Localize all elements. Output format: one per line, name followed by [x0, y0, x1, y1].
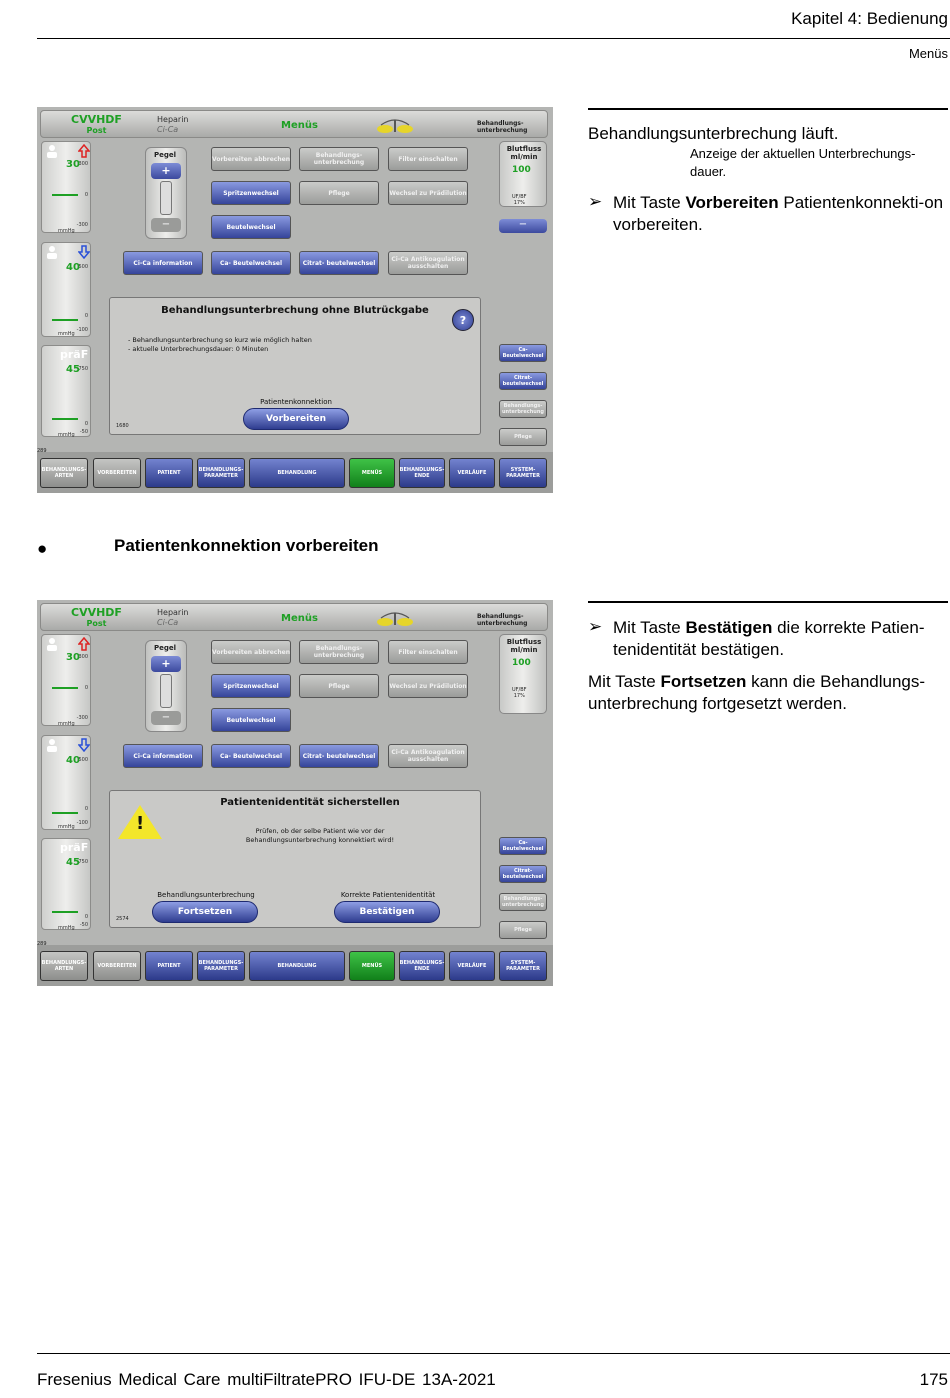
treatment-interruption-button[interactable]: Behandlungs- unterbrechung — [299, 640, 379, 664]
filter-on-button[interactable]: Filter einschalten — [388, 147, 468, 171]
screen-status-bar — [40, 110, 548, 138]
anticoagulation-info: Heparin Ci-Ca — [157, 115, 189, 134]
level-up-button[interactable]: + — [151, 656, 181, 672]
chapter-header: Kapitel 4: Bedienung — [791, 9, 948, 28]
dialog-line-1: Prüfen, ob der selbe Patient wie vor der — [255, 827, 385, 835]
syringe-change-button[interactable]: Spritzenwechsel — [211, 674, 291, 698]
nav-treatment-end[interactable]: BEHANDLUNGS- ENDE — [399, 951, 445, 981]
dialog-title: Behandlungsunterbrechung ohne Blutrückgabe — [161, 305, 429, 316]
dialog-title: Patientenidentität sicherstellen — [220, 797, 400, 808]
cica-information-button[interactable]: Ci-Ca information — [123, 744, 203, 768]
side-care-button[interactable]: Pflege — [499, 428, 547, 446]
nav-patient[interactable]: PATIENT — [145, 951, 193, 981]
nav-system-parameters[interactable]: SYSTEM- PARAMETER — [499, 458, 547, 488]
calcium-bag-change-button[interactable]: Ca- Beutelwechsel — [211, 744, 291, 768]
nav-menus[interactable]: MENÜS — [349, 951, 395, 981]
status-heading: Behandlungsunterbrechung läuft. — [588, 124, 839, 143]
device-screen-1: CVVHDF Post Heparin Ci-Ca Menüs Behandlungs- unterbrechung 30 300 0 -300 mmHg 40 500 0 -100 mmHg präF 45 750 0 -50 mmHg Pegel + − Vorbereiten abbrechen Behandlungs- unterbrechung Filter einschalten Spritzenwechsel Pflege Wechsel zu Prädilution Beutelwechsel Ci-Ca information Ca- Beutelwechsel Citrat- beutelwechsel Ci-Ca Antikoagulation ausschalten Blutfluss ml/min 100 UF/BF 17% − Ca- Beutelwechsel Citrat- beutelwechsel Behandlungs- unterbrechung Pflege Behandlungsunterbrechung ohne Blutrückgabe ? - Behandlungsunterbrechung so kurz wie möglich halten - aktuelle Unterbrechungsdauer: 0 Minuten Patientenkonnektion Vorbereiten 1680 289 BEHANDLUNGS- ARTEN VORBEREITEN PATIENT BEHANDLUNGS- PARAMETER BEHANDLUNG MENÜS BEHANDLUNGS- ENDE VERLÄUFE SYSTEM- PARAMETER — [37, 107, 553, 493]
level-up-button[interactable]: + — [151, 163, 181, 179]
side-treatment-interruption-button[interactable]: Behandlungs- unterbrechung — [499, 893, 547, 911]
nav-menus[interactable]: MENÜS — [349, 458, 395, 488]
prepare-button[interactable]: Vorbereiten — [243, 408, 349, 430]
switch-to-predilution-button[interactable]: Wechsel zu Prädilution — [388, 181, 468, 205]
nav-prepare[interactable]: VORBEREITEN — [93, 951, 141, 981]
header-rule — [37, 38, 950, 39]
arrow-up-red-icon — [78, 144, 90, 158]
instruction-prepare: Mit Taste Vorbereiten Patientenkonnekti-on vorbereiten. — [613, 193, 944, 234]
interruption-dialog: Behandlungsunterbrechung ohne Blutrückgabe ? - Behandlungsunterbrechung so kurz wie möglich halten - aktuelle Unterbrechungsdauer: 0 Minuten Patientenkonnektion Vorbereiten 1680 — [109, 297, 481, 435]
arrow-down-blue-icon — [78, 738, 90, 752]
cancel-preparation-button[interactable]: Vorbereiten abbrechen — [211, 147, 291, 171]
continue-label: Behandlungsunterbrechung — [157, 891, 255, 899]
arterial-pressure-gauge[interactable]: 30 300 0 -300 mmHg — [41, 141, 91, 233]
bag-change-button[interactable]: Beutelwechsel — [211, 708, 291, 732]
footer-rule — [37, 1353, 950, 1354]
status-description: Anzeige der aktuellen Unterbrechungs-dauer. — [690, 146, 916, 179]
nav-treatment[interactable]: BEHANDLUNG — [249, 951, 345, 981]
status-indicator: Behandlungs- unterbrechung — [477, 120, 528, 134]
status-indicator: Behandlungs- unterbrechung — [477, 613, 528, 627]
patient-icon — [45, 245, 59, 259]
device-screen-2: CVVHDF Post Heparin Ci-Ca Menüs Behandlungs- unterbrechung 30 300 0 -300 mmHg 40 500 0 -100 mmHg präF 45 750 0 -50 mmHg Pegel + − Vorbereiten abbrechen Behandlungs- unterbrechung Filter einschalten Spritzenwechsel Pflege Wechsel zu Prädilution Beutelwechsel Ci-Ca information Ca- Beutelwechsel Citrat- beutelwechsel Ci-Ca Antikoagulation ausschalten Blutfluss ml/min 100 UF/BF 17% Ca- Beutelwechsel Citrat- beutelwechsel Behandlungs- unterbrechung Pflege ! Patientenidentität sicherstellen Prüfen, ob der selbe Patient wie vor der Behandlungsunterbrechung konnektiert wird! Behandlungsunterbrechung Fortsetzen Korrekte Patientenidentität Bestätigen 2574 289 BEHANDLUNGS- ARTEN VORBEREITEN PATIENT BEHANDLUNGS- PARAMETER BEHANDLUNG MENÜS BEHANDLUNGS- ENDE VERLÄUFE SYSTEM- PARAMETER — [37, 600, 553, 986]
screen-status-bar — [40, 603, 548, 631]
blood-flow-panel[interactable]: Blutfluss ml/min 100 UF/BF 17% — [499, 141, 547, 207]
venous-pressure-gauge[interactable]: 40 500 0 -100 mmHg — [41, 735, 91, 830]
nav-history[interactable]: VERLÄUFE — [449, 951, 495, 981]
instruction-arrow-icon: ➢ — [588, 192, 603, 211]
arterial-pressure-gauge[interactable]: 30 300 0 -300 mmHg — [41, 634, 91, 726]
side-calcium-bag-change-button[interactable]: Ca- Beutelwechsel — [499, 837, 547, 855]
instruction-arrow-icon: ➢ — [588, 617, 603, 636]
switch-to-predilution-button[interactable]: Wechsel zu Prädilution — [388, 674, 468, 698]
side-citrate-bag-change-button[interactable]: Citrat- beutelwechsel — [499, 372, 547, 390]
filter-on-button[interactable]: Filter einschalten — [388, 640, 468, 664]
balance-icon — [375, 610, 415, 628]
nav-prepare[interactable]: VORBEREITEN — [93, 458, 141, 488]
cica-anticoagulation-off-button[interactable]: Ci-Ca Antikoagulation ausschalten — [388, 251, 468, 275]
confirm-button[interactable]: Bestätigen — [334, 901, 440, 923]
citrate-bag-change-button[interactable]: Citrat- beutelwechsel — [299, 251, 379, 275]
help-button[interactable]: ? — [452, 309, 474, 331]
side-citrate-bag-change-button[interactable]: Citrat- beutelwechsel — [499, 865, 547, 883]
blood-flow-panel[interactable]: Blutfluss ml/min 100 UF/BF 17% — [499, 634, 547, 714]
page-number: 175 — [919, 1370, 948, 1389]
procedure-heading: Patientenkonnektion vorbereiten — [114, 536, 379, 555]
citrate-bag-change-button[interactable]: Citrat- beutelwechsel — [299, 744, 379, 768]
syringe-change-button[interactable]: Spritzenwechsel — [211, 181, 291, 205]
patient-identity-dialog: ! Patientenidentität sicherstellen Prüfen, ob der selbe Patient wie vor der Behandlungsunterbrechung konnektiert wird! Behandlungsunterbrechung Fortsetzen Korrekte Patientenidentität Bestätigen 2574 — [109, 790, 481, 928]
nav-treatment-parameters[interactable]: BEHANDLUNGS- PARAMETER — [197, 951, 245, 981]
arrow-down-blue-icon — [78, 245, 90, 259]
calcium-bag-change-button[interactable]: Ca- Beutelwechsel — [211, 251, 291, 275]
prefilter-pressure-gauge[interactable]: präF 45 750 0 -50 mmHg — [41, 838, 91, 930]
side-treatment-interruption-button[interactable]: Behandlungs- unterbrechung — [499, 400, 547, 418]
side-care-button[interactable]: Pflege — [499, 921, 547, 939]
patient-icon — [45, 738, 59, 752]
level-down-button[interactable]: − — [151, 218, 181, 232]
treatment-interruption-button[interactable]: Behandlungs- unterbrechung — [299, 147, 379, 171]
cancel-preparation-button[interactable]: Vorbereiten abbrechen — [211, 640, 291, 664]
dialog-line-2: Behandlungsunterbrechung konnektiert wird! — [245, 836, 395, 844]
section-header: Menüs — [908, 46, 948, 61]
level-control: Pegel + − — [145, 147, 187, 239]
care-button[interactable]: Pflege — [299, 674, 379, 698]
prefilter-pressure-gauge[interactable]: präF 45 750 0 -50 mmHg — [41, 345, 91, 437]
cica-information-button[interactable]: Ci-Ca information — [123, 251, 203, 275]
nav-patient[interactable]: PATIENT — [145, 458, 193, 488]
screen-title: Menüs — [281, 120, 318, 131]
therapy-mode: CVVHDF Post — [71, 606, 122, 628]
dialog-line-1: - Behandlungsunterbrechung so kurz wie möglich halten — [128, 336, 312, 344]
section-rule — [588, 601, 948, 603]
blood-flow-decrease-button[interactable]: − — [499, 219, 547, 233]
section-rule — [588, 108, 948, 110]
side-calcium-bag-change-button[interactable]: Ca- Beutelwechsel — [499, 344, 547, 362]
care-button[interactable]: Pflege — [299, 181, 379, 205]
venous-pressure-gauge[interactable]: 40 500 0 -100 mmHg — [41, 242, 91, 337]
continue-button[interactable]: Fortsetzen — [152, 901, 258, 923]
therapy-mode: CVVHDF Post — [71, 113, 122, 135]
drip-chamber-icon — [160, 674, 172, 708]
dialog-line-2: - aktuelle Unterbrechungsdauer: 0 Minuten — [128, 345, 269, 353]
drip-chamber-icon — [160, 181, 172, 215]
footer-publisher: Fresenius Medical Care multiFiltratePRO IFU-DE 13A-2021 — [37, 1370, 496, 1389]
balance-icon — [375, 117, 415, 135]
bag-change-button[interactable]: Beutelwechsel — [211, 215, 291, 239]
confirm-label: Korrekte Patientenidentität — [340, 891, 436, 899]
instruction-confirm: Mit Taste Bestätigen die korrekte Patien-tenidentität bestätigen. — [613, 618, 925, 659]
anticoagulation-info: Heparin Ci-Ca — [157, 608, 189, 627]
nav-treatment[interactable]: BEHANDLUNG — [249, 458, 345, 488]
nav-history[interactable]: VERLÄUFE — [449, 458, 495, 488]
screen-title: Menüs — [281, 613, 318, 624]
cica-anticoagulation-off-button[interactable]: Ci-Ca Antikoagulation ausschalten — [388, 744, 468, 768]
nav-treatment-parameters[interactable]: BEHANDLUNGS- PARAMETER — [197, 458, 245, 488]
nav-treatment-end[interactable]: BEHANDLUNGS- ENDE — [399, 458, 445, 488]
instruction-continue-note: Mit Taste Fortsetzen kann die Behandlungs-unterbrechung fortgesetzt werden. — [588, 672, 926, 713]
level-control: Pegel + − — [145, 640, 187, 732]
bullet-icon: ● — [37, 539, 48, 558]
nav-treatment-modes[interactable]: BEHANDLUNGS- ARTEN — [40, 458, 88, 488]
patient-icon — [45, 144, 59, 158]
nav-system-parameters[interactable]: SYSTEM- PARAMETER — [499, 951, 547, 981]
action-label: Patientenkonnektion — [260, 398, 332, 406]
nav-treatment-modes[interactable]: BEHANDLUNGS- ARTEN — [40, 951, 88, 981]
patient-icon — [45, 637, 59, 651]
level-down-button[interactable]: − — [151, 711, 181, 725]
arrow-up-red-icon — [78, 637, 90, 651]
